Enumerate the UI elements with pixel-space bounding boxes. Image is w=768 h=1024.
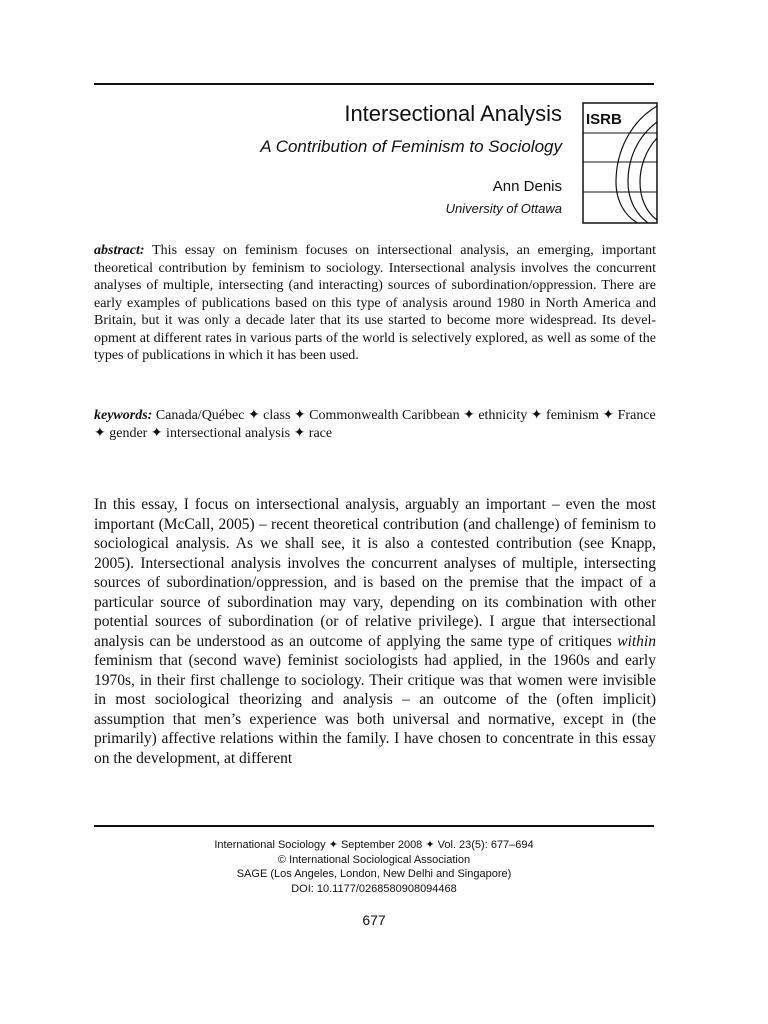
top-rule xyxy=(94,83,654,85)
article-subtitle: A Contribution of Feminism to Sociology xyxy=(260,137,562,156)
footer-copyright-line: © International Sociological Association xyxy=(277,853,471,866)
body-emphasis: within xyxy=(617,632,656,650)
page-number: 677 xyxy=(362,912,386,928)
keywords-text: Canada/Québec ✦ class ✦ Commonwealth Caribbean ✦ ethnicity ✦ feminism ✦ France ✦ gender ✦ intersectional analysis ✦ race xyxy=(94,408,656,441)
isrb-logo xyxy=(582,102,658,224)
body-text-part2: feminism that (second wave) feminist sociologists had applied, in the 1960s and early 1970s, in their first challenge to sociology. Their critique was that women were invisible in most sociological theorizing and analysis – an outcome of the (often implicit) assumption that men’s experience was both universal and normative, except in (the primarily) affective relations within the family. I have chosen to concentrate in this essay on the development, at different xyxy=(94,652,656,767)
footer-journal-line: International Sociology ✦ September 2008 ✦ Vol. 23(5): 677–694 xyxy=(214,839,534,851)
keywords-section xyxy=(94,407,656,442)
article-title: Intersectional Analysis xyxy=(344,101,562,126)
body-paragraph xyxy=(94,495,656,768)
citation-footer xyxy=(94,838,654,896)
footer-doi-line: DOI: 10.1177/0268580908094468 xyxy=(291,882,457,895)
abstract-text: This essay on feminism focuses on intersectional analysis, an emerging, important theoretical contribution by feminism to sociology. Intersectional analysis involves the concurrent analyses of multiple, intersecting (and interacting) sources of subordination/oppression. There are early examples of publications based on this type of analysis around 1980 in North America and Britain, but it was only a decade later that its use started to become more widespread. Its development at different rates in various parts of the world is selectively explored, as well as some of the types of publications in which it has been used. xyxy=(94,243,657,363)
author-name: Ann Denis xyxy=(492,178,562,195)
abstract-label: abstract: xyxy=(94,243,145,258)
body-text-part1: In this essay, I focus on intersectional analysis, arguably an important – even the most important (McCall, 2005) – recent theoretical contribution (and challenge) of feminism to sociological analysis. As we shall see, it is also a contested contribution (see Knapp, 2005). Intersectional analysis involves the concurrent analyses of multiple, intersecting sources of subordination/oppression, and is based on the premise that the impact of a particular source of subordination may vary, depending on its combination with other potential sources of subordination (or of relative privilege). I argue that intersectional analysis can be understood as an outcome of applying the same type of critiques xyxy=(94,496,656,650)
abstract-section xyxy=(94,242,656,365)
bottom-rule xyxy=(94,825,654,827)
keywords-label: keywords: xyxy=(94,408,153,423)
footer-publisher-line: SAGE (Los Angeles, London, New Delhi and Singapore) xyxy=(236,868,512,880)
logo-text: ISRB xyxy=(586,111,622,128)
author-affiliation: University of Ottawa xyxy=(445,201,562,216)
